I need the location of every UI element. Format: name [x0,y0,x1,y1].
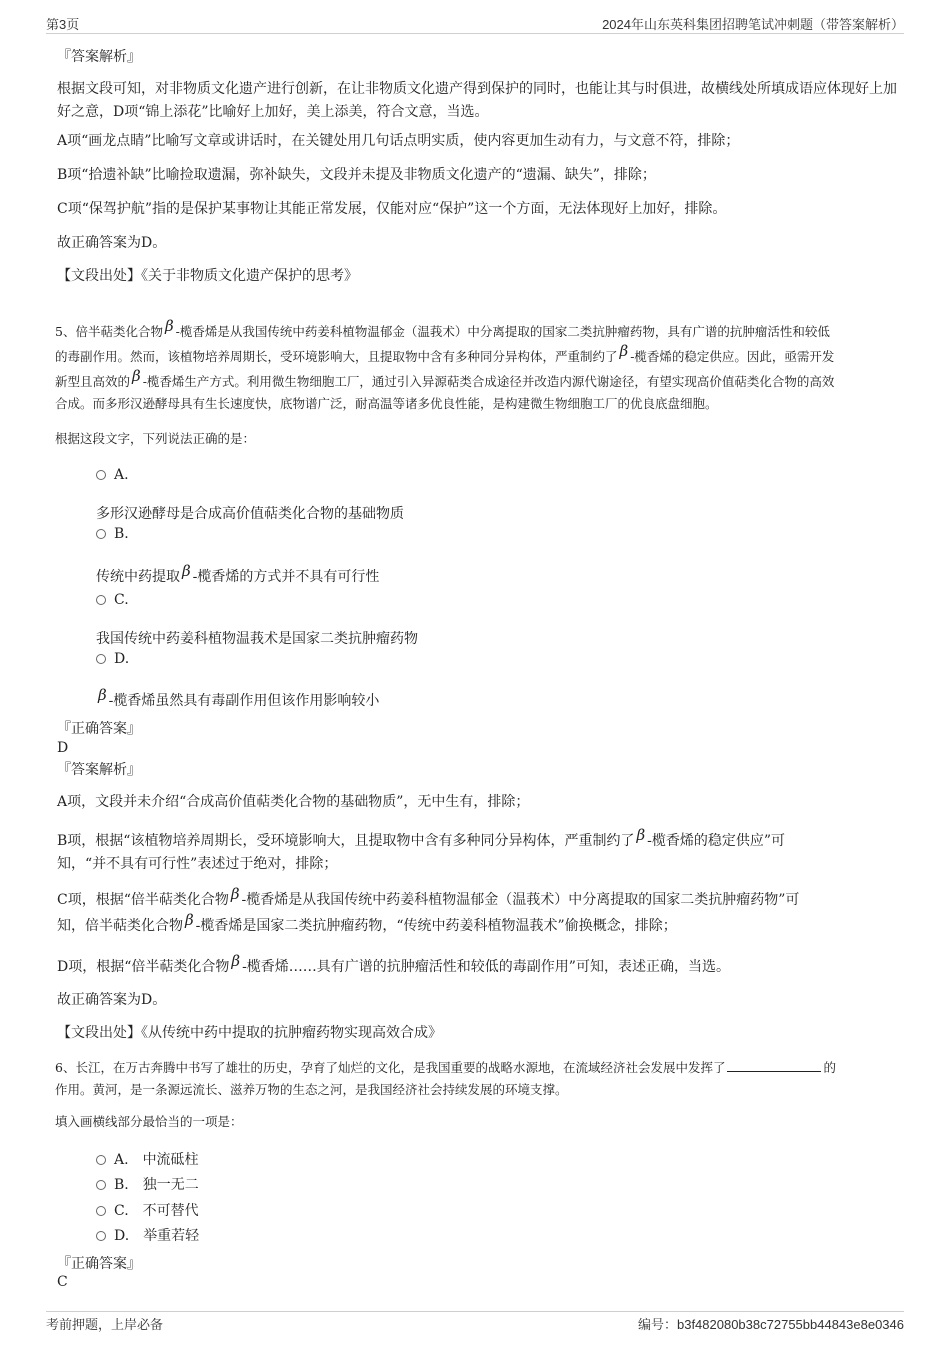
analysis-option-b: B项，根据“该植物培养周期长，受环境影响大，且提取物中含有多种同分异构体，严重制约了 β -榄香烯的稳定供应”可 知，“并不具有可行性”表述过于绝对，排除； [57,826,786,872]
option-b-text: 传统中药提取 β -榄香烯的方式并不具有可行性 [96,562,380,585]
document-id: 编号：b3f482080b38c72755bb44843e8e0346 [637,1317,904,1332]
analysis-label: 『答案解析』 [57,762,141,778]
page-number: 第3页 [46,17,80,32]
fill-blank [727,1059,821,1072]
option-a-radio[interactable]: A. [96,467,129,483]
source-citation: 【文段出处】《从传统中药中提取的抗肿瘤药物实现高效合成》 [57,1025,442,1041]
beta-symbol: β [182,562,191,580]
beta-symbol: β [132,367,141,385]
beta-symbol: β [98,686,107,704]
answer-value: D [57,740,69,756]
analysis-option-b: B项“拾遗补缺”比喻捡取遗漏，弥补缺失，文段并未提及非物质文化遗产的“遗漏、缺失”，排除； [57,167,656,183]
option-a-text: 多形汉逊酵母是合成高价值萜类化合物的基础物质 [96,506,404,522]
answer-value: C [57,1274,68,1290]
question-5-stem: 5、倍半萜类化合物 β -榄香烯是从我国传统中药姜科植物温郁金（温莪术）中分离提取的国家二类抗肿瘤药物，具有广谱的抗肿瘤活性和较低 的毒副作用。然而，该植物培养周期长，受环境影响大，且提取物中含有多种同分异构体，严重制约了 β -榄香烯的稳定供应。因此，亟需开发 新型且高效的 β -榄香烯生产方式。利用微生物细胞工厂，通过引入异源萜类合成途径并改造内源代谢途径，有望实现高价值萜类化合物的高效 合成。而多形汉逊酵母具有生长速度快，底物谱广泛，耐高温等诸多优良性能，是构建微生物细胞工厂的优良底盘细胞。 [55,317,835,411]
q6-option-b[interactable]: B. 独一无二 [96,1174,199,1194]
radio-icon[interactable] [96,529,106,539]
beta-symbol: β [230,885,240,903]
radio-icon[interactable] [96,595,106,605]
radio-icon[interactable] [96,470,106,480]
beta-symbol: β [164,317,174,335]
beta-symbol: β [619,342,629,360]
header-divider [46,33,904,34]
analysis-option-a: A项，文段并未介绍“合成高价值萜类化合物的基础物质”，无中生有，排除； [57,794,530,810]
conclusion: 故正确答案为D。 [57,992,167,1008]
beta-symbol: β [185,911,194,929]
analysis-option-a: A项“画龙点睛”比喻写文章或讲话时，在关键处用几句话点明实质，使内容更加生动有力，与文意不符，排除； [57,133,740,149]
analysis-option-c: C项“保驾护航”指的是保护某事物让其能正常发展，仅能对应“保护”这一个方面，无法体现好上加好，排除。 [57,201,727,217]
option-d-radio[interactable]: D. [96,651,129,667]
analysis-option-d: D项，根据“倍半萜类化合物 β -榄香烯……具有广谱的抗肿瘤活性和较低的毒副作用”可知，表述正确，当选。 [57,952,730,975]
q6-option-c[interactable]: C. 不可替代 [96,1200,199,1220]
question-5-prompt: 根据这段文字，下列说法正确的是： [55,431,256,446]
option-d-text: β -榄香烯虽然具有毒副作用但该作用影响较小 [98,686,380,709]
option-c-text: 我国传统中药姜科植物温莪术是国家二类抗肿瘤药物 [96,631,418,647]
radio-icon[interactable] [96,654,106,664]
beta-symbol: β [636,826,646,844]
radio-icon[interactable] [96,1180,106,1190]
radio-icon[interactable] [96,1231,106,1241]
q6-option-d[interactable]: D. 举重若轻 [96,1225,199,1245]
footer-slogan: 考前押题，上岸必备 [46,1317,164,1332]
option-c-radio[interactable]: C. [96,592,129,608]
beta-symbol: β [231,952,241,970]
source-citation: 【文段出处】《关于非物质文化遗产保护的思考》 [57,268,358,284]
option-b-radio[interactable]: B. [96,526,129,542]
document-title: 2024年山东英科集团招聘笔试冲刺题（带答案解析） [602,17,904,32]
q6-option-a[interactable]: A. 中流砥柱 [96,1149,199,1169]
answer-label: 『正确答案』 [57,721,141,737]
analysis-option-c: C项，根据“倍半萜类化合物 β -榄香烯是从我国传统中药姜科植物温郁金（温莪术）中分离提取的国家二类抗肿瘤药物”可 知，倍半萜类化合物 β -榄香烯是国家二类抗肿瘤药物，“传统中药姜科植物温莪术”偷换概念，排除； [57,885,800,934]
analysis-label: 『答案解析』 [57,49,141,65]
radio-icon[interactable] [96,1206,106,1216]
question-6-prompt: 填入画横线部分最恰当的一项是： [55,1114,243,1129]
radio-icon[interactable] [96,1155,106,1165]
answer-label: 『正确答案』 [57,1256,141,1272]
conclusion: 故正确答案为D。 [57,235,167,251]
footer-divider [46,1311,904,1312]
analysis-paragraph: 根据文段可知，对非物质文化遗产进行创新，在让非物质文化遗产得到保护的同时，也能让其与时俱进，故横线处所填成语应体现好上加好之意，D项“锦上添花”比喻好上加好，美上添美，符合文意，当选。 [57,81,897,120]
question-6-stem: 6、长江，在万古奔腾中书写了雄壮的历史，孕育了灿烂的文化，是我国重要的战略水源地，在流域经济社会发展中发挥了 的 作用。黄河，是一条源远流长、滋养万物的生态之河，是我国经济社会持续发展的环境支撑。 [55,1060,836,1097]
